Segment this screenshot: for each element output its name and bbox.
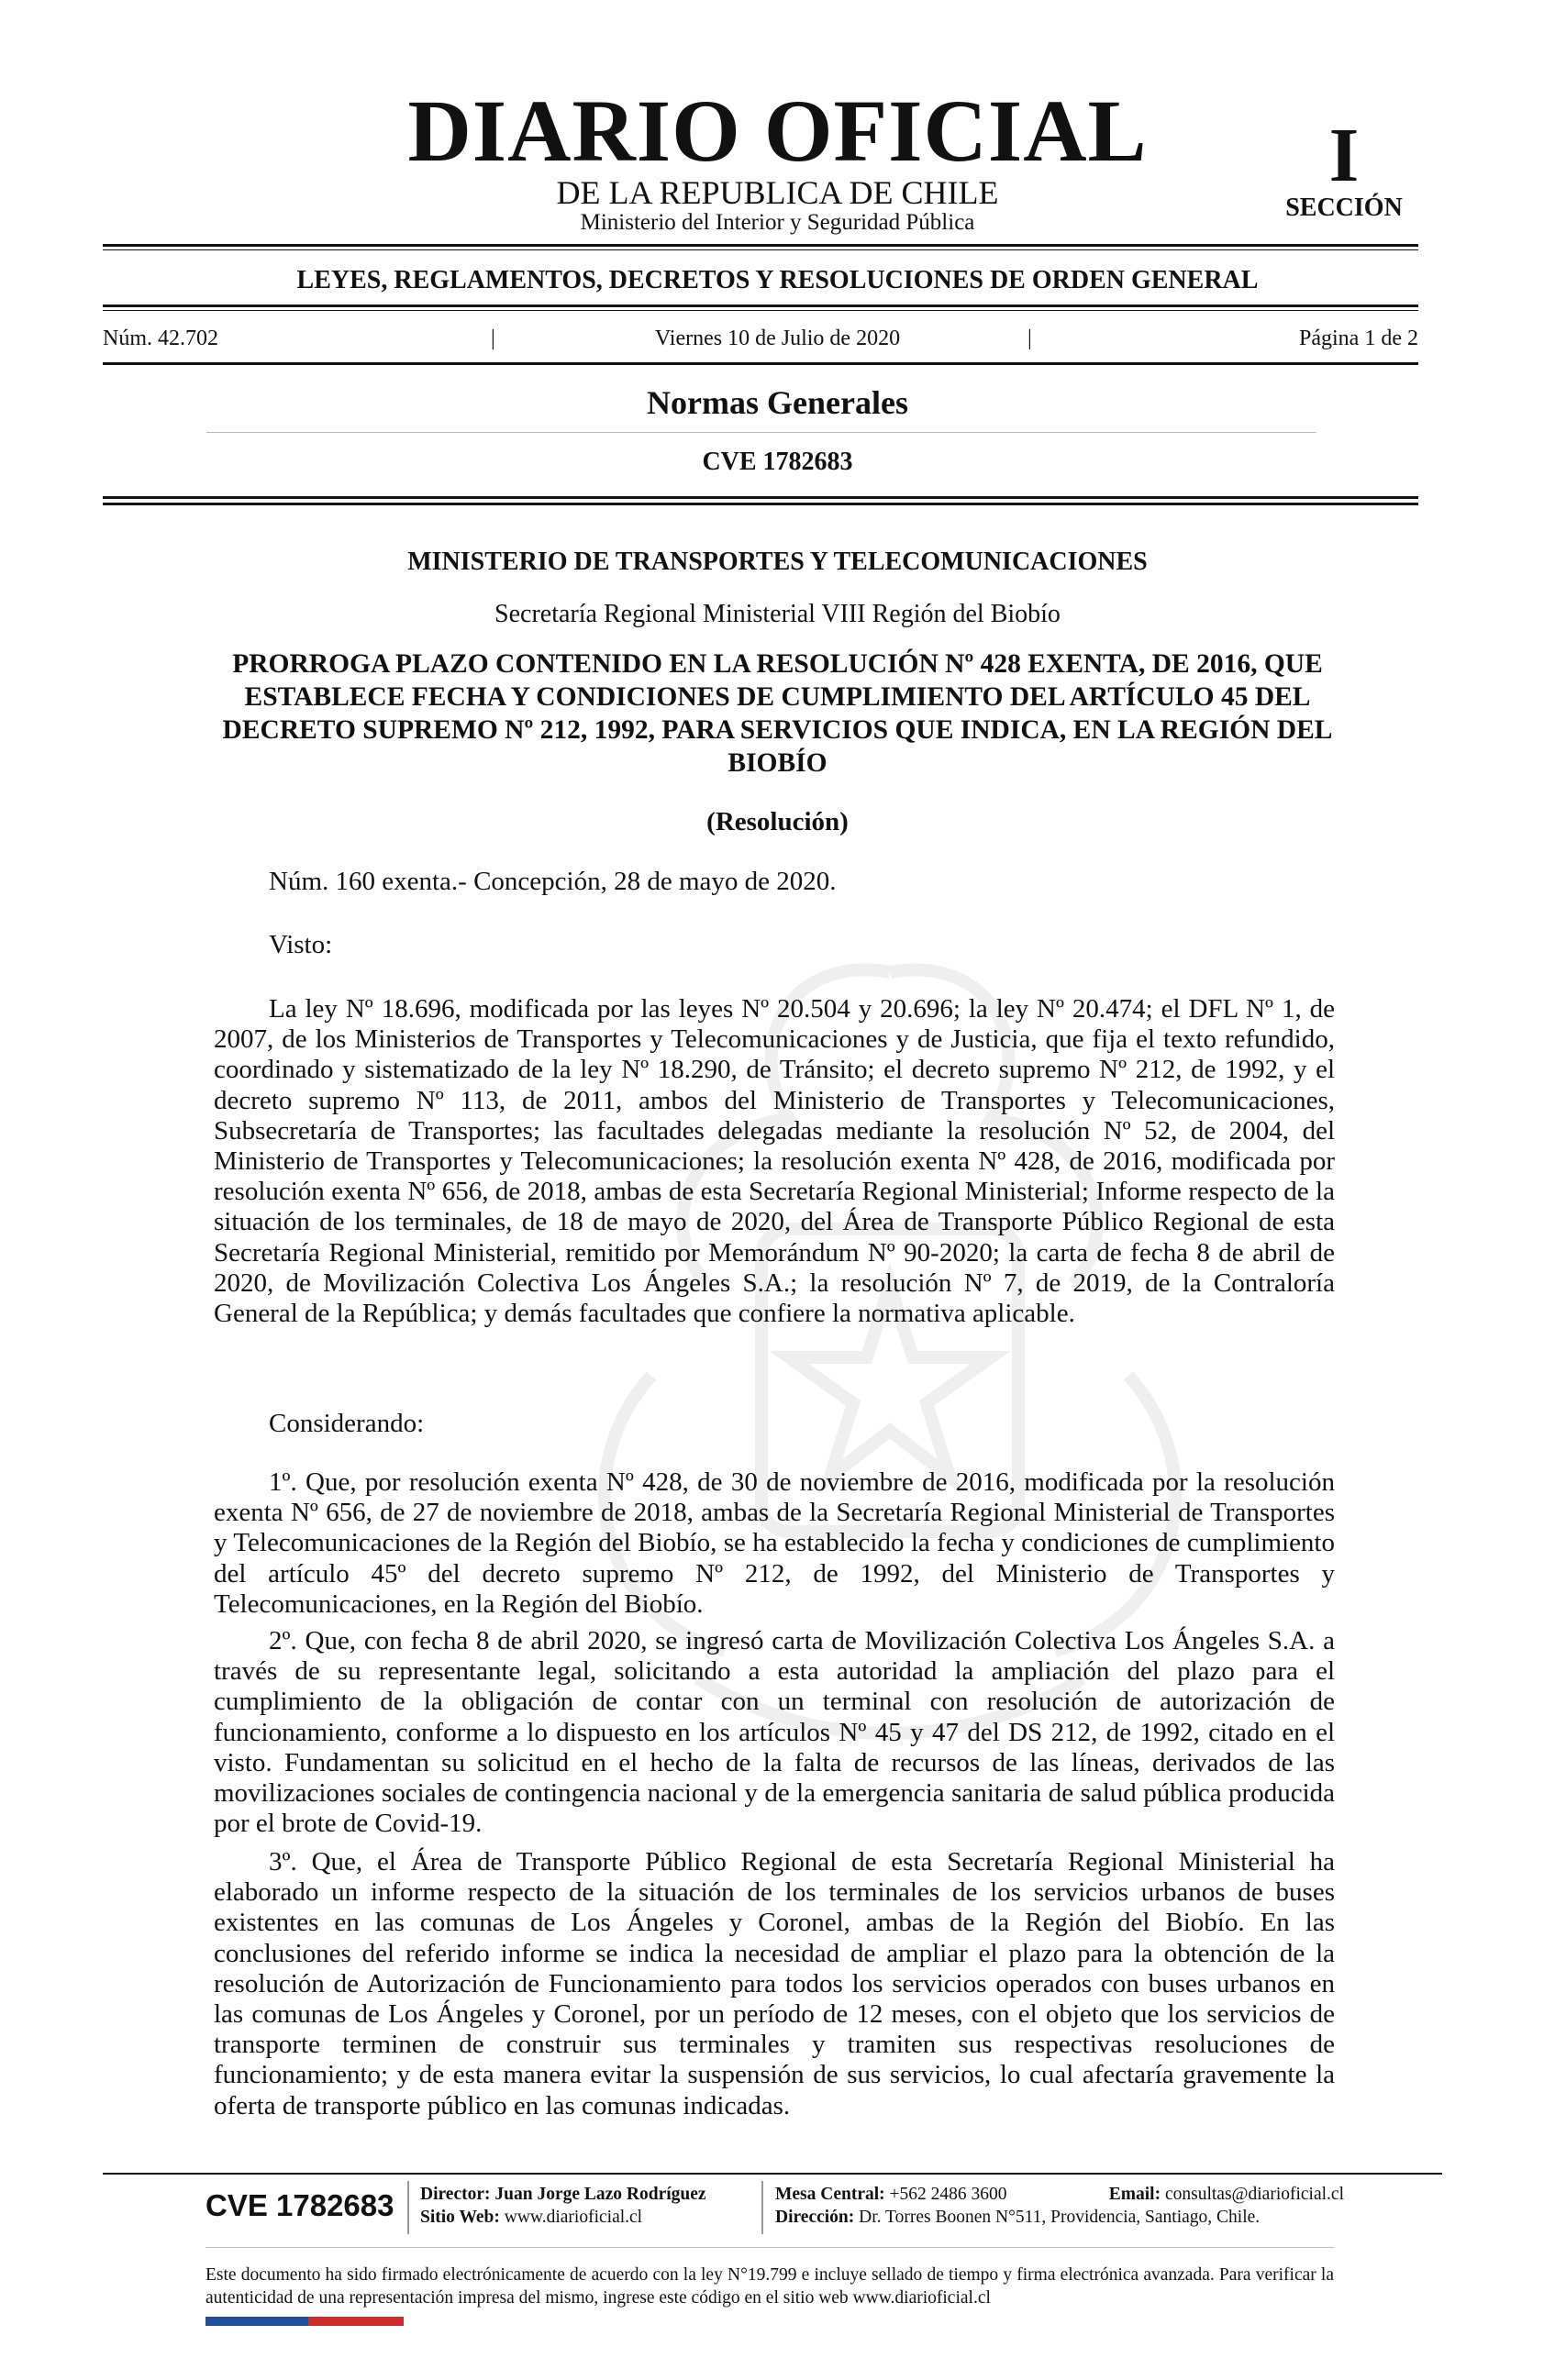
- visto-label: Visto:: [269, 930, 333, 959]
- document-secretaria: Secretaría Regional Ministerial VIII Región del Biobío: [494, 600, 1061, 628]
- address-text: Dr. Torres Boonen N°511, Providencia, Santiago, Chile.: [859, 2208, 1261, 2227]
- masthead-subtitle: DE LA REPUBLICA DE CHILE: [556, 174, 999, 211]
- subheading-rule-2: [103, 310, 1418, 311]
- footer-divider: [761, 2181, 763, 2234]
- considerando-label: Considerando:: [269, 1409, 425, 1438]
- masthead-ministry: Ministerio del Interior y Seguridad Pública: [580, 210, 975, 235]
- masthead-rule-2: [103, 249, 1418, 250]
- meta-rule: [103, 362, 1418, 365]
- section-label: SECCIÓN: [1285, 194, 1403, 222]
- issue-separator: |: [491, 327, 495, 350]
- director-name: Juan Jorge Lazo Rodríguez: [494, 2185, 706, 2204]
- issue-date: Viernes 10 de Julio de 2020: [654, 327, 901, 350]
- footer-contact-block: [775, 2183, 1344, 2229]
- masthead-rule-1: [103, 244, 1418, 247]
- email-link[interactable]: consultas@diarioficial.cl: [1164, 2185, 1344, 2204]
- footer-director-block: [420, 2183, 706, 2229]
- section-number: I: [1328, 113, 1360, 198]
- website-label: Sitio Web:: [420, 2208, 500, 2227]
- phone-label: Mesa Central:: [775, 2185, 885, 2204]
- footer-rule-2: [205, 2247, 1334, 2248]
- section-divider: [206, 432, 1316, 433]
- flag-stripe-blue: [205, 2317, 308, 2326]
- visto-text: La ley Nº 18.696, modificada por las leyes Nº 20.504 y 20.696; la ley Nº 20.474; el DFL Nº 1, de 2007, de los Ministerios de Transportes y Telecomunicaciones y de Justicia, que fija el texto refundido, coordinado y sistematizado de la ley Nº 18.290, de Tránsito; el decreto supremo Nº 212, de 1992, y el decreto supremo Nº 113, de 2011, ambos del Ministerio de Transportes y Telecomunicaciones, Subsecretaría de Transportes; las facultades delegadas mediante la resolución Nº 52, de 2004, del Ministerio de Transportes y Telecomunicaciones; la resolución exenta Nº 428, de 2016, modificada por resolución exenta Nº 656, de 2018, ambas de esta Secretaría Regional Ministerial; Informe respecto de la situación de los terminales, de 18 de mayo de 2020, del Área de Transporte Público Regional de esta Secretaría Regional Ministerial, remitido por Memorándum Nº 90-2020; la carta de fecha 8 de abril de 2020, de Movilización Colectiva Los Ángeles S.A.; la resolución Nº 7, de 2019, de la Contraloría General de la República; y demás facultades que confiere la normativa aplicable.: [214, 994, 1335, 1329]
- director-label: Director:: [420, 2185, 491, 2204]
- resolution-number-line: Núm. 160 exenta.- Concepción, 28 de mayo de 2020.: [269, 867, 837, 896]
- phone-number: +562 2486 3600: [889, 2185, 1007, 2204]
- issue-page: Página 1 de 2: [1299, 327, 1418, 350]
- footer-divider: [407, 2181, 409, 2234]
- masthead-title: DIARIO OFICIAL: [407, 82, 1148, 180]
- issue-separator: |: [1027, 327, 1032, 350]
- email-label: Email:: [1108, 2185, 1161, 2204]
- section-title: Normas Generales: [647, 384, 908, 421]
- cve-rule-1: [103, 496, 1418, 499]
- issue-number: Núm. 42.702: [103, 327, 218, 350]
- considerando-item: 3º. Que, el Área de Transporte Público Regional de esta Secretaría Regional Ministerial ha elaborado un informe respecto de la situación de los terminales de los servicios urbanos de buses existentes en las comunas de Los Ángeles y Coronel, ambas de la Región del Biobío. En las conclusiones del referido informe se indica la necesidad de ampliar el plazo para la obtención de la resolución de Autorización de Funcionamiento para todos los servicios operados con buses urbanos en las comunas de Los Ángeles y Coronel, por un período de 12 meses, con el objeto que los servicios de transporte terminen de construir sus terminales y tramiten sus respectivas resoluciones de funcionamiento; y de esta manera evitar la suspensión de sus servicios, lo cual afectaría gravemente la oferta de transporte público en las comunas indicadas.: [214, 1847, 1335, 2120]
- subheading: LEYES, REGLAMENTOS, DECRETOS Y RESOLUCIONES DE ORDEN GENERAL: [296, 266, 1259, 294]
- footer-note: Este documento ha sido firmado electrónicamente de acuerdo con la ley N°19.799 e incluye sellado de tiempo y firma electrónica avanzada. Para verificar la autenticidad de una representación impresa del mismo, ingrese este código en el sitio web www.diarioficial.cl: [205, 2265, 1334, 2308]
- flag-stripe-red: [308, 2317, 404, 2326]
- considerando-item: 1º. Que, por resolución exenta Nº 428, de 30 de noviembre de 2016, modificada por la resolución exenta Nº 656, de 27 de noviembre de 2018, ambas de la Secretaría Regional Ministerial de Transportes y Telecomunicaciones de la Región del Biobío, se ha establecido la fecha y condiciones de cumplimiento del artículo 45º del decreto supremo Nº 212, de 1992, del Ministerio de Transportes y Telecomunicaciones, en la Región del Biobío.: [214, 1467, 1335, 1619]
- considerando-item: 2º. Que, con fecha 8 de abril 2020, se ingresó carta de Movilización Colectiva Los Ángeles S.A. a través de su representante legal, solicitando a esta autoridad la ampliación del plazo para el cumplimiento de la obligación de contar con un terminal con resolución de autorización de funcionamiento, conforme a lo dispuesto en los artículos Nº 45 y 47 del DS 212, de 1992, citado en el visto. Fundamentan su solicitud en el hecho de la falta de recursos de las líneas, derivados de las movilizaciones sociales de contingencia nacional y de la emergencia sanitaria de salud pública producida por el brote de Covid-19.: [214, 1626, 1335, 1839]
- document-type: (Resolución): [706, 807, 849, 836]
- cve-rule-2: [103, 503, 1418, 505]
- document-title: PRORROGA PLAZO CONTENIDO EN LA RESOLUCIÓN Nº 428 EXENTA, DE 2016, QUE ESTABLECE FECHA Y CONDICIONES DE CUMPLIMIENTO DEL ARTÍCULO 45 DEL DECRETO SUPREMO Nº 212, 1992, PARA SERVICIOS QUE INDICA, EN LA REGIÓN DEL BIOBÍO: [222, 649, 1333, 778]
- footer-cve-code: CVE 1782683: [205, 2188, 394, 2222]
- website-link[interactable]: www.diarioficial.cl: [504, 2208, 643, 2227]
- subheading-rule-1: [103, 304, 1418, 307]
- document-ministry: MINISTERIO DE TRANSPORTES Y TELECOMUNICACIONES: [407, 548, 1148, 576]
- footer-rule: [103, 2173, 1442, 2175]
- address-label: Dirección:: [775, 2208, 855, 2227]
- cve-code: CVE 1782683: [702, 448, 853, 476]
